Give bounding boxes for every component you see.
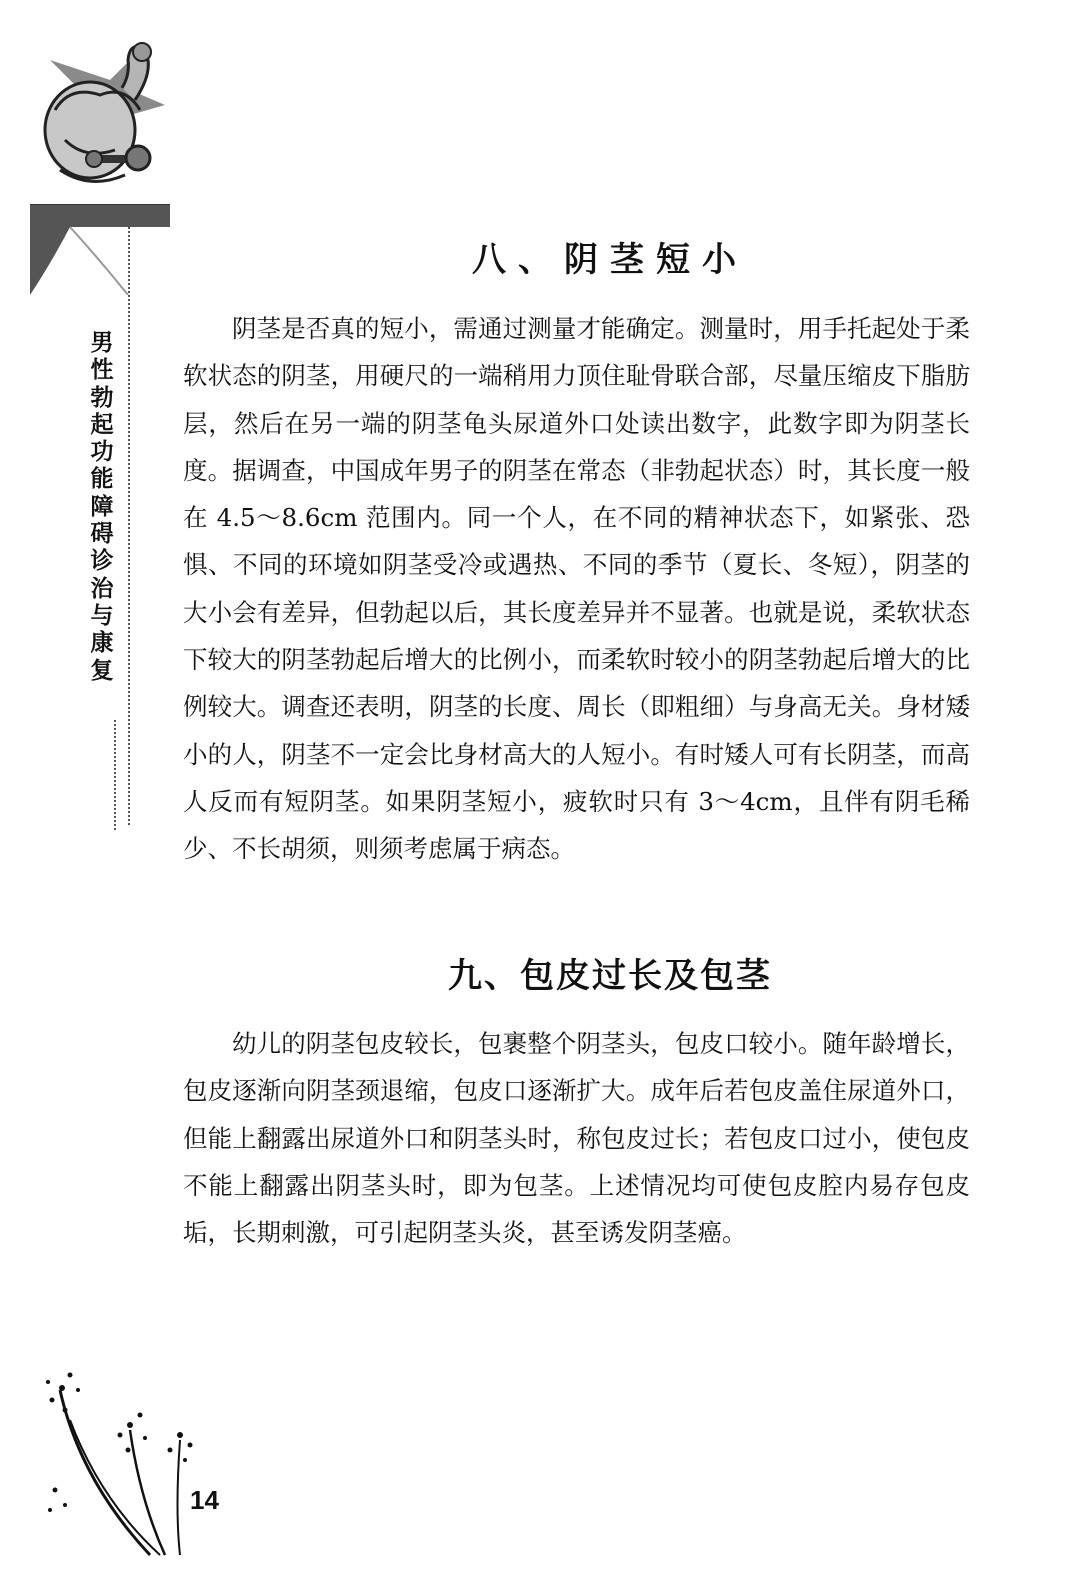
strongman-emblem-icon: [30, 40, 170, 215]
section-paragraph-short-penis: 阴茎是否真的短小，需通过测量才能确定。测量时，用手托起处于柔软状态的阴茎，用硬尺的一端稍用力顶住耻骨联合部，尽量压缩皮下脂肪层，然后在另一端的阴茎龟头尿道外口处读出数字，此数字即为阴茎长度。据调查，中国成年男子的阴茎在常态（非勃起状态）时，其长度一般在 4.5～8.6cm 范围内。同一个人，在不同的精神状态下，如紧张、恐惧、不同的环境如阴茎受冷或遇热、不同的季节（夏长、冬短），阴茎的大小会有差异，但勃起以后，其长度差异并不显著。也就是说，柔软状态下较大的阴茎勃起后增大的比例小，而柔软时较小的阴茎勃起后增大的比例较大。调查还表明，阴茎的长度、周长（即粗细）与身高无关。身材矮小的人，阴茎不一定会比身材高大的人短小。有时矮人可有长阴茎，而高人反而有短阴茎。如果阴茎短小，疲软时只有 3～4cm，且伴有阴毛稀少、不长胡须，则须考虑属于病态。: [183, 314, 970, 864]
section-title-phimosis: 九、包皮过长及包茎: [448, 956, 772, 996]
section-paragraph-phimosis: 幼儿的阴茎包皮较长，包裹整个阴茎头，包皮口较小。随年龄增长，包皮逐渐向阴茎颈退缩，包皮口逐渐扩大。成年后若包皮盖住尿道外口，但能上翻露出尿道外口和阴茎头时，称包皮过长；若包皮口过小，使包皮不能上翻露出阴茎头时，即为包茎。上述情况均可使包皮腔内易存包皮垢，长期刺激，可引起阴茎头炎，甚至诱发阴茎癌。: [183, 1029, 970, 1248]
section-title-short-penis: 八、阴茎短小: [472, 240, 748, 280]
book-side-title: 男性勃起功能障碍诊治与康复: [90, 330, 114, 684]
flower-sprig-icon: [40, 1360, 210, 1560]
side-dotted-rule-inner: [114, 720, 120, 830]
page-number: 14: [190, 1485, 219, 1515]
side-dotted-rule: [128, 215, 134, 825]
